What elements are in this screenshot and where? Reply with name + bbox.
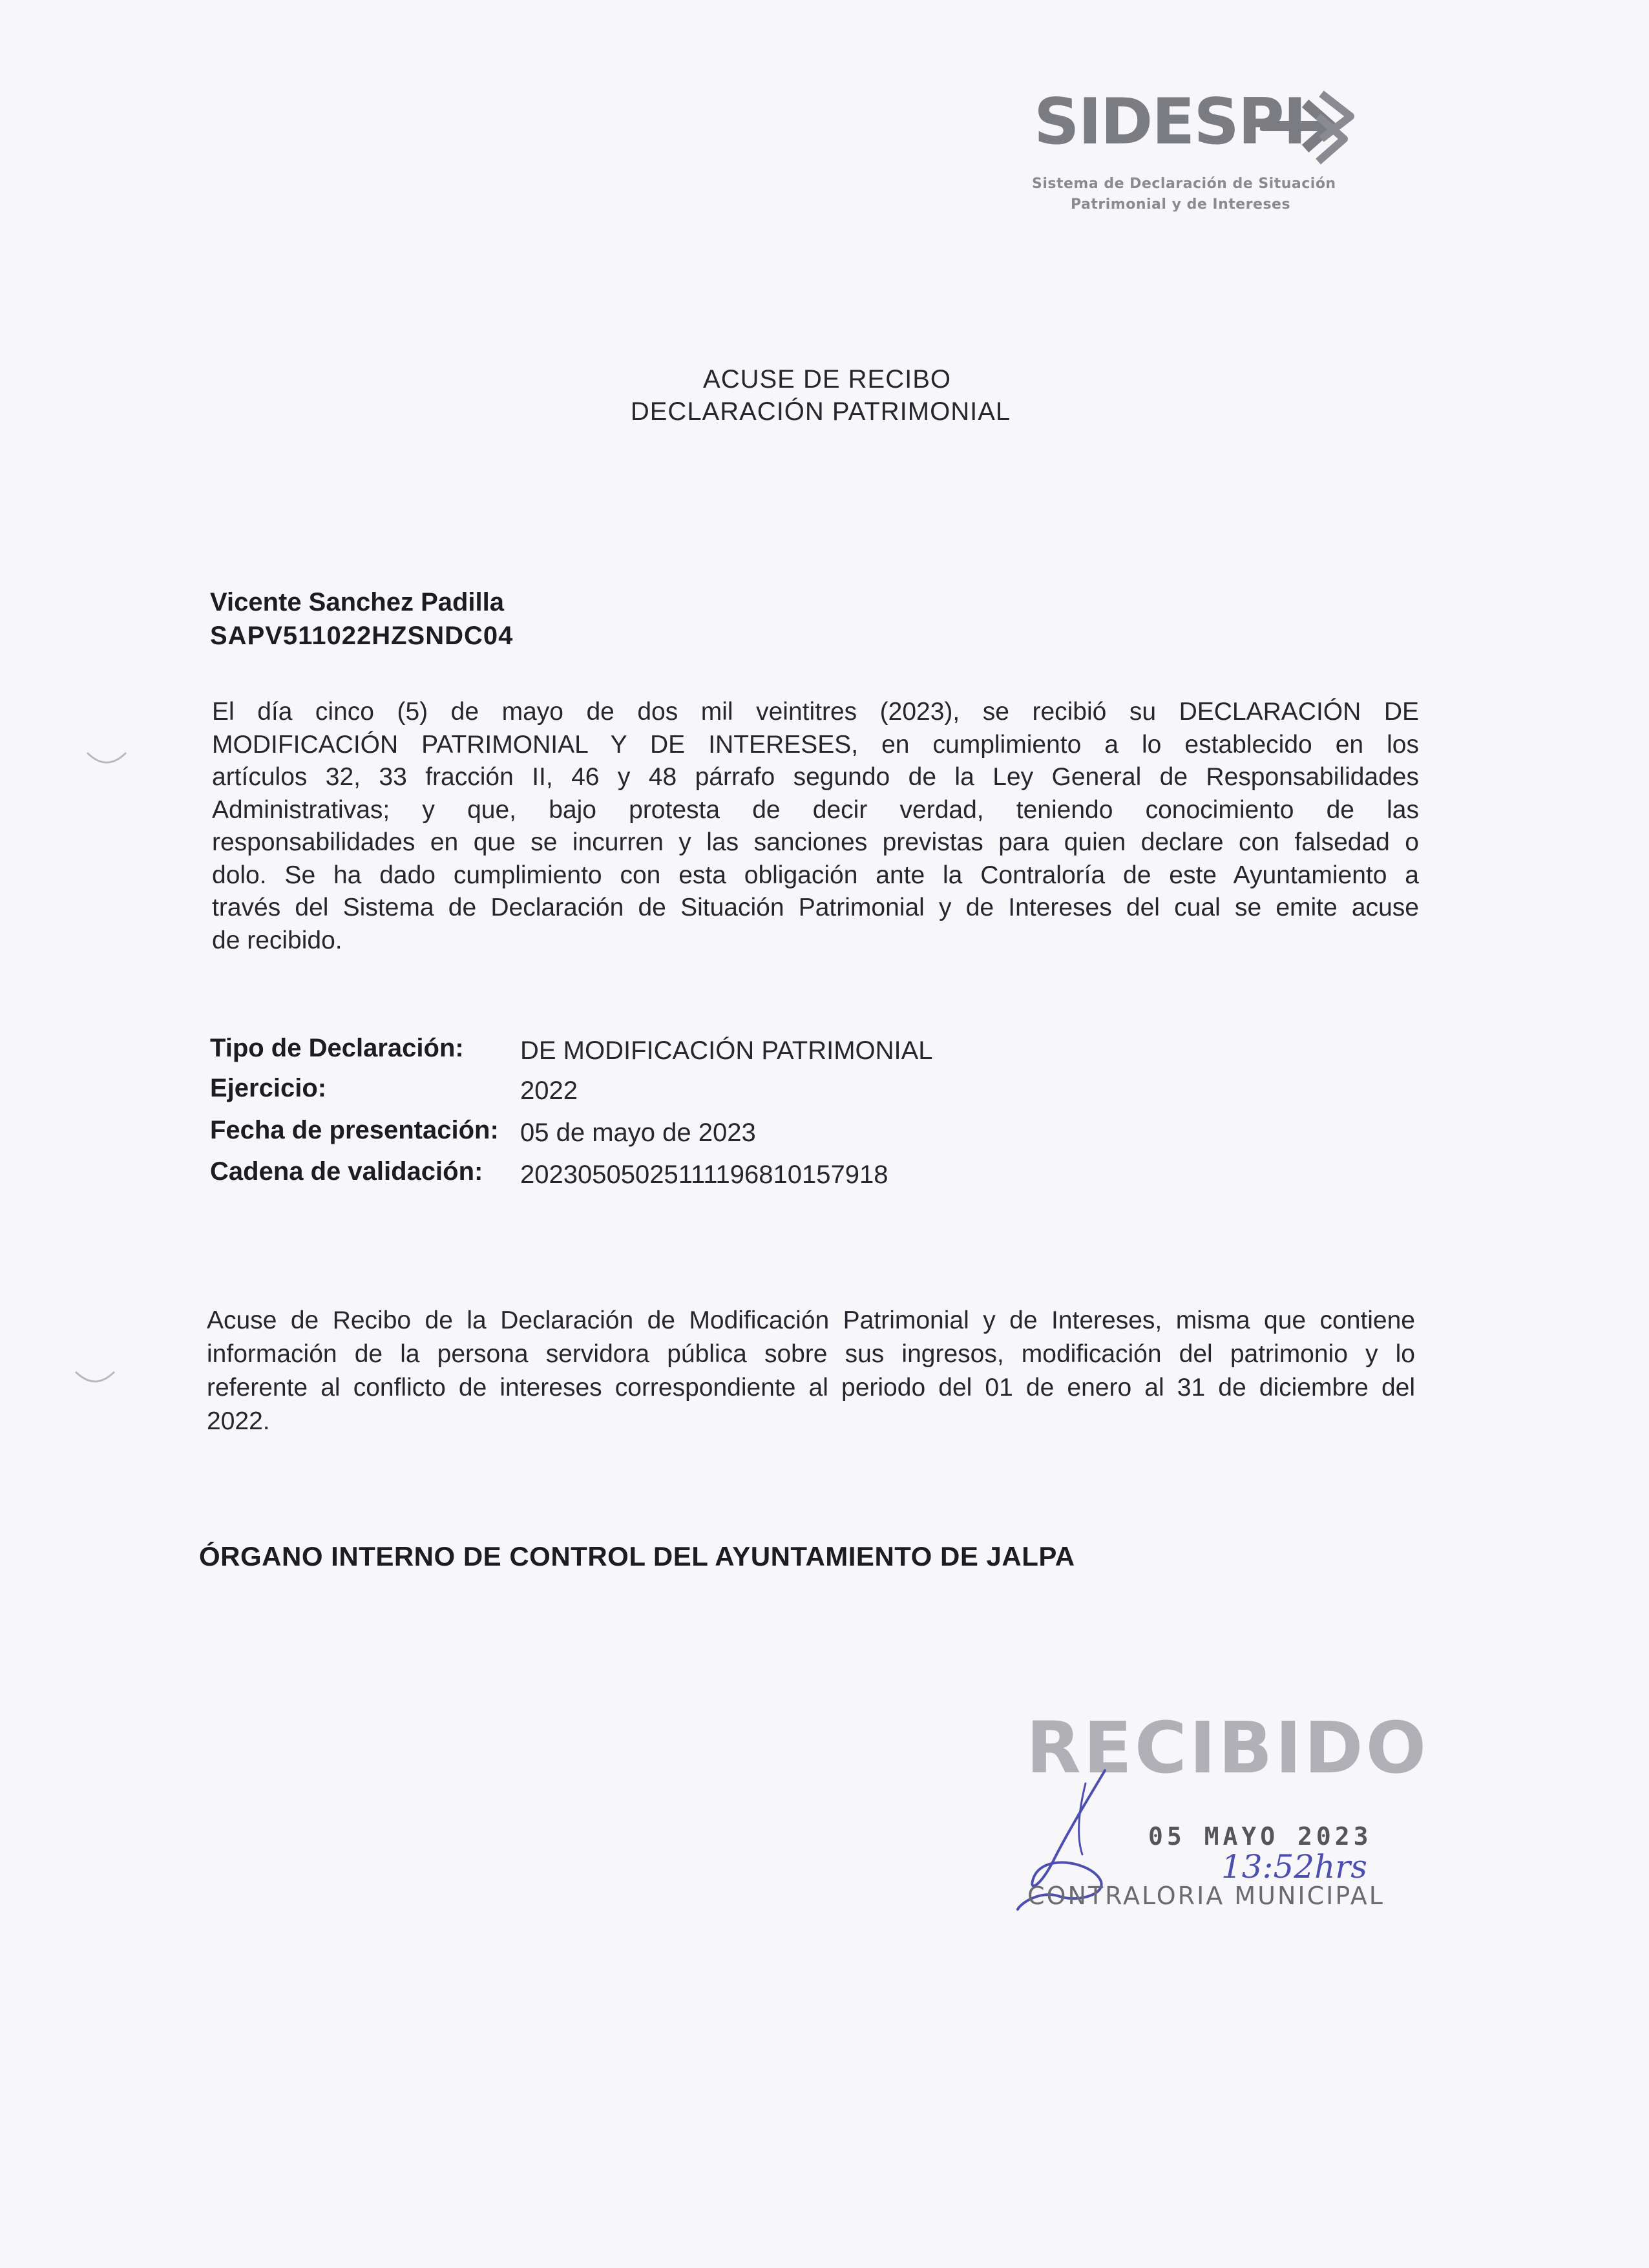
stamp-office: CONTRALORIA MUNICIPAL xyxy=(1027,1882,1385,1910)
tipo-value: DE MODIFICACIÓN PATRIMONIAL xyxy=(520,1036,933,1065)
cadena-label: Cadena de validación: xyxy=(210,1157,483,1186)
body-line: Administrativas; y que, bajo protesta de decir verdad, teniendo conocimiento de las xyxy=(212,795,1419,824)
body-paragraph xyxy=(212,696,1419,957)
document-title-line1: ACUSE DE RECIBO xyxy=(703,365,951,394)
recipient-rfc: SAPV511022HZSNDC04 xyxy=(210,622,514,650)
punch-hole-mark xyxy=(72,1369,118,1388)
logo-wordmark: SIDESPI xyxy=(1034,85,1306,159)
body-line: de recibido. xyxy=(212,926,342,954)
body-line: través del Sistema de Declaración de Situación Patrimonial y de Intereses del cual se emite acuse xyxy=(212,894,1419,921)
stamp-date: 05 MAYO 2023 xyxy=(1148,1822,1372,1851)
body-line: responsabilidades en que se incurren y las sanciones previstas para quien declare con falsedad o xyxy=(212,828,1419,856)
ejercicio-label: Ejercicio: xyxy=(210,1074,327,1102)
recipient-name: Vicente Sanchez Padilla xyxy=(210,588,505,616)
stamp-time: 13:52hrs xyxy=(1221,1848,1367,1885)
logo-subtitle-line1: Sistema de Declaración de Situación xyxy=(1032,176,1336,192)
arrow-icon xyxy=(1260,90,1357,168)
tipo-label: Tipo de Declaración: xyxy=(210,1034,464,1062)
document-title-line2: DECLARACIÓN PATRIMONIAL xyxy=(630,397,1011,426)
issuing-office: ÓRGANO INTERNO DE CONTROL DEL AYUNTAMIENTO DE JALPA xyxy=(199,1541,1075,1571)
body-line: MODIFICACIÓN PATRIMONIAL Y DE INTERESES, en cumplimiento a lo establecido en los xyxy=(212,730,1419,759)
sidespi-logo xyxy=(1024,85,1373,220)
body-line: artículos 32, 33 fracción II, 46 y 48 párrafo segundo de la Ley General de Responsabilidades xyxy=(212,763,1419,791)
closing-paragraph xyxy=(207,1304,1415,1438)
body-line: El día cinco (5) de mayo de dos mil veintitres (2023), se recibió su DECLARACIÓN DE xyxy=(212,698,1419,726)
logo-subtitle-line2: Patrimonial y de Intereses xyxy=(1071,196,1291,213)
ejercicio-value: 2022 xyxy=(520,1076,578,1105)
punch-hole-mark xyxy=(84,750,129,769)
closing-line: referente al conflicto de intereses correspondiente al periodo del 01 de enero al 31 de diciembre del xyxy=(207,1374,1415,1402)
closing-line: Acuse de Recibo de la Declaración de Modificación Patrimonial y de Intereses, misma que contiene xyxy=(207,1307,1415,1334)
fecha-label: Fecha de presentación: xyxy=(210,1116,499,1144)
stamp-word: RECIBIDO xyxy=(1026,1706,1429,1789)
closing-line: información de la persona servidora pública sobre sus ingresos, modificación del patrimonio y lo xyxy=(207,1340,1415,1368)
fecha-value: 05 de mayo de 2023 xyxy=(520,1118,756,1147)
closing-line: 2022. xyxy=(207,1407,270,1435)
received-stamp xyxy=(1014,1706,1429,1926)
cadena-value: 20230505025111196810157918 xyxy=(520,1160,888,1189)
body-line: dolo. Se ha dado cumplimiento con esta obligación ante la Contraloría de este Ayuntamiento a xyxy=(212,861,1419,889)
